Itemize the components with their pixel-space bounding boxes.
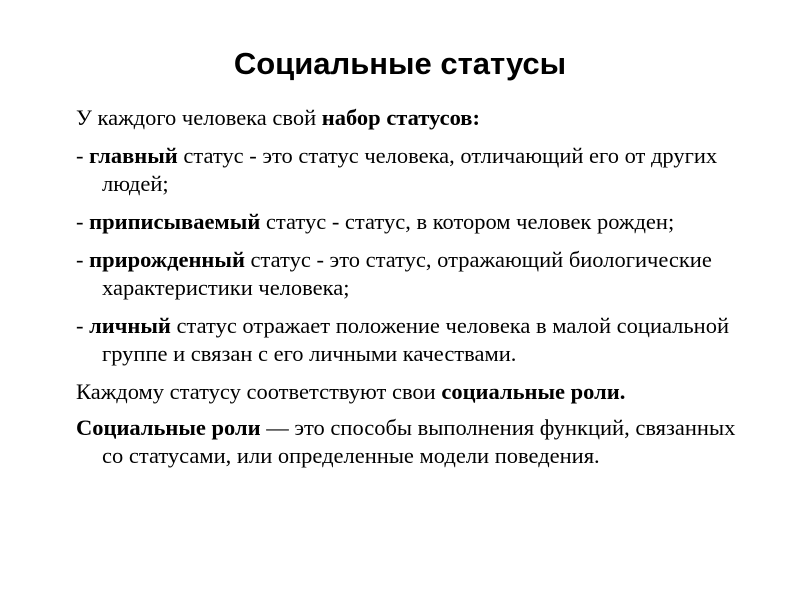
paragraph-text: статус - статус, в котором человек рожден;	[260, 209, 675, 234]
paragraph-text: Каждому статусу соответствуют свои	[76, 379, 442, 404]
paragraph-text: -	[76, 143, 90, 168]
paragraph-text: статус - это статус человека, отличающий его от других людей;	[102, 143, 718, 196]
paragraph-personal-status	[76, 312, 756, 368]
paragraph-bold-term: личный	[89, 313, 171, 338]
paragraph-text: -	[76, 209, 90, 234]
paragraph-bold-term: главный	[89, 143, 178, 168]
paragraph-text: -	[76, 247, 90, 272]
paragraph-text: — это способы выполнения функций, связанных со статусами, или определенные модели поведения.	[102, 415, 736, 468]
paragraph-bold-term: прирожденный	[89, 247, 245, 272]
paragraph-main-status	[76, 142, 756, 198]
paragraph-text: -	[76, 313, 90, 338]
paragraph-status-set	[76, 104, 756, 132]
paragraph-ascribed-status	[76, 208, 756, 236]
paragraph-bold-term: социальные роли.	[441, 379, 626, 404]
paragraph-bold-term: приписываемый	[89, 209, 261, 234]
paragraph-text: У каждого человека свой	[76, 105, 322, 130]
paragraph-bold-term: набор статусов:	[321, 105, 480, 130]
paragraph-bold-term: Социальные роли	[76, 415, 261, 440]
slide-body	[76, 104, 756, 480]
paragraph-innate-status	[76, 246, 756, 302]
paragraph-social-roles-intro	[76, 378, 756, 406]
paragraph-social-roles-definition	[76, 414, 756, 470]
paragraph-text: статус - это статус, отражающий биологические характеристики человека;	[102, 247, 712, 300]
paragraph-text: статус отражает положение человека в малой социальной группе и связан с его личными качествами.	[102, 313, 729, 366]
slide-title: Социальные статусы	[233, 46, 567, 81]
